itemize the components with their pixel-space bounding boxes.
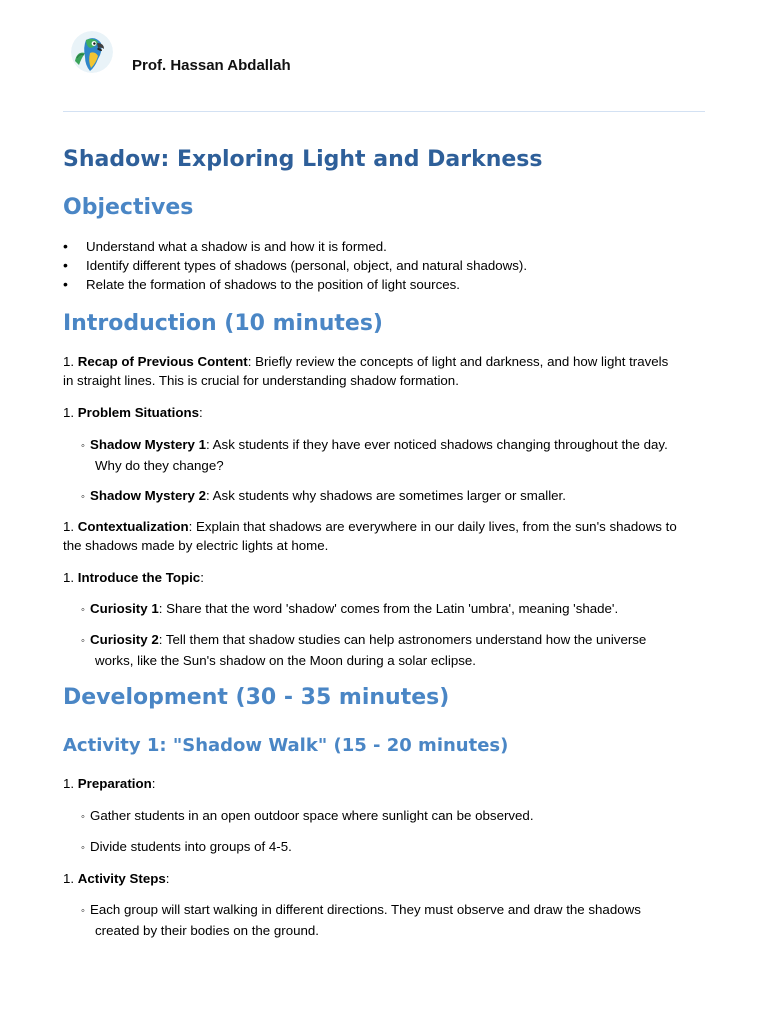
sub-bullet: ◦ [81, 491, 85, 503]
item-text: Why do they change? [95, 458, 224, 473]
list-item-text: Identify different types of shadows (personal, object, and natural shadows). [86, 258, 528, 273]
curiosity-1-item [81, 599, 701, 620]
step-item-1 [81, 900, 701, 940]
item-text: : Ask students if they have ever noticed shadows changing throughout the day. [206, 437, 668, 452]
objectives-list [63, 237, 527, 294]
item-label: Shadow Mystery 1 [90, 437, 207, 452]
sub-bullet: ◦ [81, 635, 85, 647]
item-number: 1. [63, 405, 78, 420]
introduction-heading: Introduction (10 minutes) [63, 311, 383, 336]
item-number: 1. [63, 871, 78, 886]
sub-bullet: ◦ [81, 842, 85, 854]
item-text: Divide students into groups of 4-5. [90, 839, 292, 854]
item-label: Activity Steps [77, 871, 166, 886]
sub-bullet: ◦ [81, 905, 85, 917]
objectives-heading: Objectives [63, 195, 194, 220]
item-text: : Explain that shadows are everywhere in our daily lives, from the sun's shadows to [188, 519, 677, 534]
list-item [63, 237, 527, 256]
item-text: : [200, 570, 204, 585]
item-label: Problem Situations [77, 405, 199, 420]
parrot-icon [71, 31, 113, 73]
item-number: 1. [63, 776, 78, 791]
mystery-1-item [81, 435, 701, 475]
item-text: created by their bodies on the ground. [95, 923, 319, 938]
item-text: Each group will start walking in different directions. They must observe and draw the shadows [90, 902, 641, 917]
item-text: : Tell them that shadow studies can help astronomers understand how the universe [158, 632, 647, 647]
list-item [63, 275, 527, 294]
item-text: : Briefly review the concepts of light and darkness, and how light travels [247, 354, 669, 369]
item-label: Curiosity 2 [90, 632, 159, 647]
sub-bullet: ◦ [81, 604, 85, 616]
list-item-text: Relate the formation of shadows to the position of light sources. [86, 277, 461, 292]
prep-item-2 [81, 837, 701, 858]
activity-1-heading: Activity 1: "Shadow Walk" (15 - 20 minutes) [63, 735, 509, 756]
prep-item-1 [81, 806, 701, 827]
sub-bullet: ◦ [81, 440, 85, 452]
item-label: Shadow Mystery 2 [90, 488, 207, 503]
item-text: in straight lines. This is crucial for understanding shadow formation. [63, 373, 459, 388]
item-number: 1. [63, 354, 78, 369]
list-item [63, 256, 527, 275]
context-paragraph [63, 517, 705, 555]
development-heading: Development (30 - 35 minutes) [63, 685, 450, 710]
item-text: Gather students in an open outdoor space where sunlight can be observed. [90, 808, 534, 823]
item-number: 1. [63, 519, 78, 534]
sub-bullet: ◦ [81, 811, 85, 823]
item-text: : Ask students why shadows are sometimes larger or smaller. [206, 488, 566, 503]
item-text: : [151, 776, 156, 791]
item-text: : Share that the word 'shadow' comes from the Latin 'umbra', meaning 'shade'. [158, 601, 619, 616]
problem-paragraph [63, 403, 705, 422]
item-text: : [198, 405, 203, 420]
mystery-2-item [81, 486, 701, 507]
preparation-paragraph [63, 774, 705, 793]
item-text: works, like the Sun's shadow on the Moon during a solar eclipse. [95, 653, 476, 668]
item-label: Curiosity 1 [90, 601, 159, 616]
avatar [71, 31, 113, 73]
recap-paragraph [63, 352, 705, 390]
bullet: • [63, 238, 68, 254]
item-label: Introduce the Topic [77, 570, 201, 585]
item-text: the shadows made by electric lights at home. [63, 538, 329, 553]
item-text: : [165, 871, 170, 886]
author-name: Prof. Hassan Abdallah [132, 57, 291, 74]
list-item-text: Understand what a shadow is and how it is formed. [86, 239, 387, 254]
activity-steps-paragraph [63, 869, 705, 888]
item-label: Contextualization [77, 519, 189, 534]
bullet: • [63, 276, 68, 292]
curiosity-2-item [81, 630, 701, 670]
item-number: 1. [63, 570, 78, 585]
page-title: Shadow: Exploring Light and Darkness [63, 147, 543, 172]
item-label: Preparation [77, 776, 152, 791]
bullet: • [63, 257, 68, 273]
topic-paragraph [63, 568, 705, 587]
item-label: Recap of Previous Content [77, 354, 248, 369]
document-page [63, 0, 705, 938]
header [63, 0, 705, 112]
